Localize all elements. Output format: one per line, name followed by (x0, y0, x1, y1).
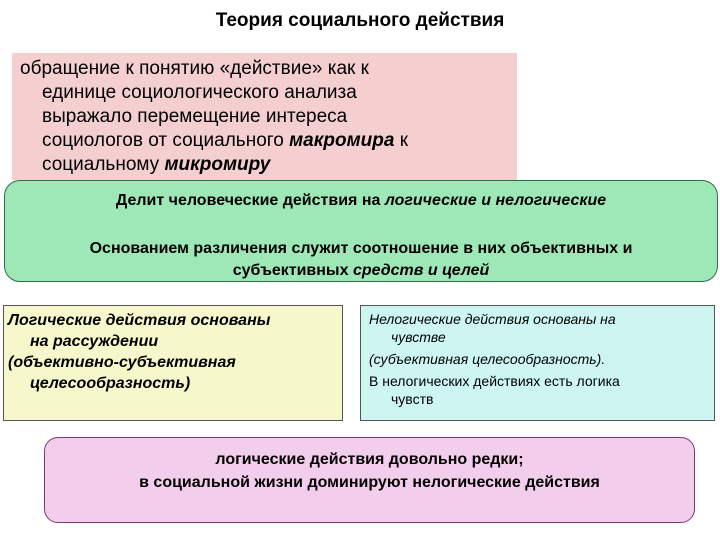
pink-line-4-text: социологов от социального (42, 130, 290, 151)
pink-line-5-text: социальному (42, 154, 165, 175)
division-box (4, 180, 718, 282)
green-line-2: Основанием различения служит соотношение в них объективных и (89, 240, 633, 257)
pink-line-4 (20, 129, 511, 153)
cyan-line-1: Нелогические действия основаны на (369, 311, 616, 327)
nonlogical-actions-box (360, 305, 715, 421)
green-line-3 (5, 260, 717, 282)
cyan-line-2: чувстве (391, 329, 446, 345)
green-line-1-text: Делит человеческие действия на (115, 192, 385, 209)
pink-line-4-tail: к (394, 130, 409, 151)
pink-line-1: обращение к понятию «действие» как к (20, 58, 369, 79)
magenta-line-2: в социальной жизни доминируют нелогические действия (139, 474, 600, 491)
cyan-line-5: чувств (391, 391, 434, 407)
magenta-line-1: логические действия довольно редки; (215, 451, 524, 468)
conclusion-box (44, 437, 695, 523)
cyan-line-4: В нелогических действиях есть логика (369, 373, 620, 389)
action-concept-box (12, 53, 517, 180)
green-line-3-text: субъективных (232, 262, 353, 279)
macro-world-term: макромира (289, 130, 395, 151)
green-line-1 (5, 190, 717, 212)
pink-line-3: выражало перемещение интереса (42, 106, 348, 127)
yellow-line-4: целесообразность) (30, 375, 191, 392)
logical-actions-box (3, 305, 343, 421)
means-ends-term: средств и целей (352, 262, 490, 279)
logical-nonlogical-term: логические и нелогические (384, 192, 607, 209)
yellow-line-3: (объективно-субъективная (8, 354, 236, 371)
yellow-line-1: Логические действия основаны (8, 312, 271, 329)
micro-world-term: микромиру (164, 154, 271, 175)
pink-line-2: единице социологического анализа (42, 82, 357, 103)
page-title: Теория социального действия (215, 10, 505, 31)
yellow-line-2: на рассуждении (30, 333, 159, 350)
pink-line-5 (20, 153, 511, 177)
cyan-line-3: (субъективная целесообразность). (369, 351, 606, 367)
